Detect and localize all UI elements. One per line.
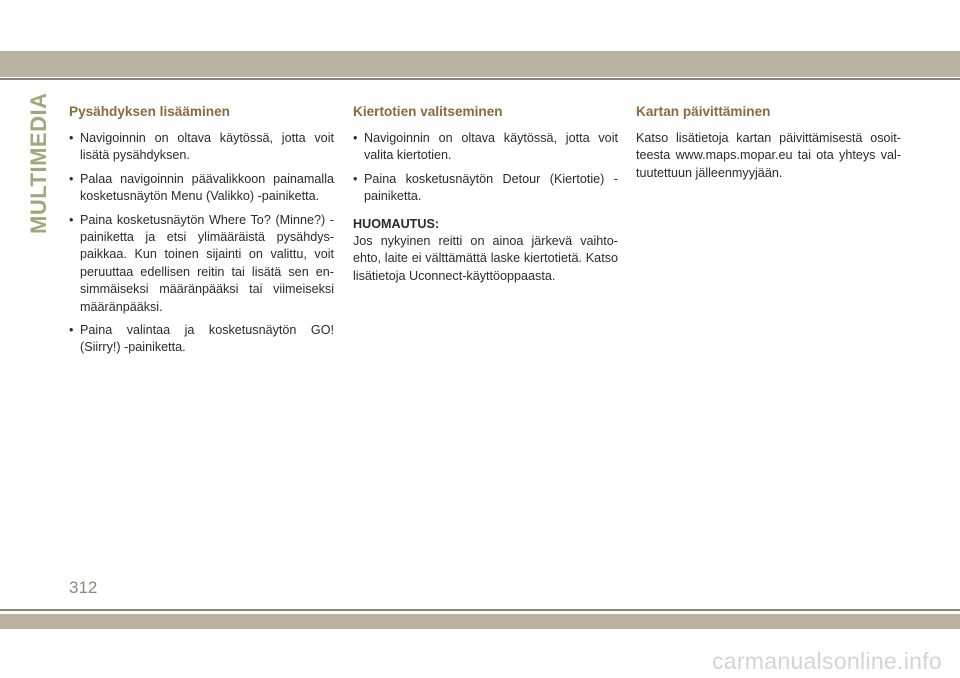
top-divider: [0, 78, 960, 80]
page-number: 312: [69, 578, 98, 597]
heading-add-stop: Pysähdyksen lisääminen: [69, 104, 230, 119]
note-text: Jos nykyinen reitti on ainoa järkevä vaihto-ehto, laite ei välttämättä laske kiertotietä. Katso lisätietoja Uconnect-käyttöoppaasta.: [353, 234, 618, 283]
heading-map-update: Kartan päivittäminen: [636, 104, 771, 119]
top-decorative-band: [0, 51, 960, 77]
column-map-update: [636, 103, 901, 182]
list-item: • Paina kosketusnäytön Where To? (Minne?) -painiketta ja etsi ylimääräistä pysähdys-paikkaa. Kun toinen sijainti on valittu, voit peruuttaa edellisen reitin tai lisätä sen en-simmäiseksi määränpääksi tai viimeiseksi määränpääksi.: [69, 212, 334, 316]
column-add-stop: [69, 103, 334, 363]
list-item: • Navigoinnin on oltava käytössä, jotta voit lisätä pysähdyksen.: [69, 130, 334, 165]
section-side-label: MULTIMEDIA: [26, 92, 51, 234]
bottom-decorative-band: [0, 614, 960, 629]
list-item: • Paina valintaa ja kosketusnäytön GO! (Siirry!) -painiketta.: [69, 322, 334, 357]
list-item: • Paina kosketusnäytön Detour (Kiertotie) -painiketta.: [353, 171, 618, 206]
heading-detour: Kiertotien valitseminen: [353, 104, 503, 119]
watermark: carmanualsonline.info: [711, 648, 942, 674]
bottom-divider: [0, 609, 960, 611]
list-item: • Palaa navigoinnin päävalikkoon painamalla kosketusnäytön Menu (Valikko) -painiketta.: [69, 171, 334, 206]
note-title: HUOMAUTUS:: [353, 216, 440, 231]
map-update-text: Katso lisätietoja kartan päivittämisestä osoit-teesta www.maps.mopar.eu tai ota yhteys val-tuutettuun jälleenmyyjään.: [636, 131, 901, 180]
column-detour: [353, 103, 618, 285]
list-item: • Navigoinnin on oltava käytössä, jotta voit valita kiertotien.: [353, 130, 618, 165]
